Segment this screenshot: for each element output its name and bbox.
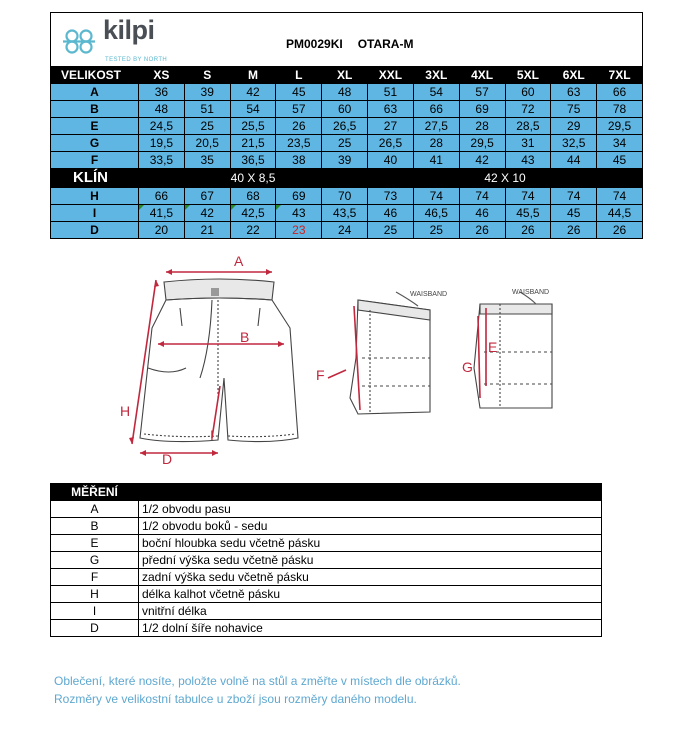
size-row-d	[51, 222, 643, 239]
measurement-row-f	[51, 569, 602, 586]
measurement-code: D	[51, 620, 139, 637]
measurement-row-a	[51, 501, 602, 518]
size-value-cell: 29,5	[459, 135, 505, 152]
size-value-cell: 46	[368, 205, 414, 222]
size-value-cell: 45	[551, 205, 597, 222]
product-title	[286, 36, 413, 52]
size-header-cell: 3XL	[413, 67, 459, 84]
klin-value-left: 40 X 8,5	[139, 169, 368, 188]
shorts-front-illustration	[140, 279, 298, 442]
diagram-label-h: H	[120, 403, 131, 419]
size-row-i	[51, 205, 643, 222]
size-value-cell: 25	[322, 135, 368, 152]
back-measure-lines	[328, 306, 360, 410]
measurement-code: F	[51, 569, 139, 586]
size-header-cell: S	[184, 67, 230, 84]
size-value-cell: 43	[505, 152, 551, 169]
measurement-row-i	[51, 603, 602, 620]
size-value-cell: 60	[505, 84, 551, 101]
size-value-cell: 74	[505, 188, 551, 205]
size-value-cell: 73	[368, 188, 414, 205]
size-value-cell: 42	[230, 84, 276, 101]
size-value-cell: 48	[139, 101, 185, 118]
size-value-cell: 78	[597, 101, 643, 118]
row-label: E	[51, 118, 139, 135]
size-value-cell: 69	[459, 101, 505, 118]
size-value-cell: 26	[276, 118, 322, 135]
footer-line-1: Oblečení, které nosíte, položte volně na stůl a změřte v místech dle obrázků.	[54, 674, 461, 688]
size-header-cell: L	[276, 67, 322, 84]
row-label: I	[51, 205, 139, 222]
size-value-cell: 29	[551, 118, 597, 135]
size-value-cell: 66	[413, 101, 459, 118]
size-value-cell: 68	[230, 188, 276, 205]
size-value-cell: 74	[459, 188, 505, 205]
size-value-cell: 45	[597, 152, 643, 169]
diagram-label-e: E	[488, 339, 498, 355]
size-value-cell: 45,5	[505, 205, 551, 222]
size-value-cell: 46	[459, 205, 505, 222]
size-value-cell: 26	[597, 222, 643, 239]
size-value-cell: 25	[368, 222, 414, 239]
size-value-cell: 28	[413, 135, 459, 152]
size-value-cell: 21,5	[230, 135, 276, 152]
klin-label: KLÍN	[51, 169, 139, 188]
size-value-cell: 25,5	[230, 118, 276, 135]
measurement-description: 1/2 obvodu boků - sedu	[139, 518, 602, 535]
size-value-cell: 20	[139, 222, 185, 239]
size-value-cell: 57	[459, 84, 505, 101]
size-value-cell: 41,5	[139, 205, 185, 222]
back-rise-illustration	[350, 292, 430, 414]
measurement-description: vnitřní délka	[139, 603, 602, 620]
measurement-legend-rows	[51, 501, 602, 637]
size-value-cell: 28,5	[505, 118, 551, 135]
row-label: G	[51, 135, 139, 152]
row-label: B	[51, 101, 139, 118]
footer-note	[54, 672, 461, 708]
measurement-description: přední výška sedu včetně pásku	[139, 552, 602, 569]
size-value-cell: 19,5	[139, 135, 185, 152]
size-value-cell: 27,5	[413, 118, 459, 135]
size-value-cell: 29,5	[597, 118, 643, 135]
size-value-cell: 74	[413, 188, 459, 205]
size-row-e	[51, 118, 643, 135]
size-header-cell: XS	[139, 67, 185, 84]
measurement-row-b	[51, 518, 602, 535]
measurement-code: B	[51, 518, 139, 535]
size-value-cell: 39	[184, 84, 230, 101]
size-row-h	[51, 188, 643, 205]
size-value-cell: 40	[368, 152, 414, 169]
size-value-cell: 44	[551, 152, 597, 169]
measurement-row-h	[51, 586, 602, 603]
size-row-a	[51, 84, 643, 101]
size-value-cell: 69	[276, 188, 322, 205]
size-value-cell: 45	[276, 84, 322, 101]
measurement-code: E	[51, 535, 139, 552]
measurement-code: G	[51, 552, 139, 569]
size-value-cell: 74	[551, 188, 597, 205]
measurement-legend-table	[50, 483, 602, 637]
product-code: PM0029KI	[286, 37, 343, 51]
size-value-cell: 21	[184, 222, 230, 239]
measurement-description: zadní výška sedu včetně pásku	[139, 569, 602, 586]
size-value-cell: 42	[184, 205, 230, 222]
size-value-cell: 63	[368, 101, 414, 118]
size-value-cell: 23	[276, 222, 322, 239]
size-value-cell: 26	[551, 222, 597, 239]
measurement-legend-header	[51, 484, 602, 501]
measurement-diagram	[100, 248, 580, 468]
size-header-cell: 4XL	[459, 67, 505, 84]
size-value-cell: 25	[413, 222, 459, 239]
size-header-cell: 6XL	[551, 67, 597, 84]
size-row-b	[51, 101, 643, 118]
size-value-cell: 28	[459, 118, 505, 135]
brand-name: kilpi	[103, 15, 155, 45]
size-value-cell: 20,5	[184, 135, 230, 152]
size-value-cell: 41	[413, 152, 459, 169]
size-value-cell: 43	[276, 205, 322, 222]
diagram-label-f: F	[316, 367, 325, 383]
size-value-cell: 22	[230, 222, 276, 239]
measurement-description: boční hloubka sedu včetně pásku	[139, 535, 602, 552]
diagram-label-g: G	[462, 359, 473, 375]
size-value-cell: 43,5	[322, 205, 368, 222]
row-label: A	[51, 84, 139, 101]
measurement-legend-title: MĚŘENÍ	[51, 484, 139, 501]
measurement-code: A	[51, 501, 139, 518]
size-row-f	[51, 152, 643, 169]
brand-tagline: TESTED BY NORTH	[105, 57, 168, 63]
size-value-cell: 67	[184, 188, 230, 205]
size-value-cell: 27	[368, 118, 414, 135]
size-header-cell: XXL	[368, 67, 414, 84]
size-header-label: VELIKOST	[51, 67, 139, 84]
row-label: F	[51, 152, 139, 169]
size-value-cell: 66	[139, 188, 185, 205]
size-value-cell: 66	[597, 84, 643, 101]
size-value-cell: 70	[322, 188, 368, 205]
diagram-label-b: B	[240, 329, 250, 345]
size-value-cell: 51	[184, 101, 230, 118]
size-table	[50, 12, 643, 239]
size-value-cell: 36,5	[230, 152, 276, 169]
size-value-cell: 42,5	[230, 205, 276, 222]
waistband-label-right: WAISBAND	[512, 289, 550, 296]
product-name: OTARA-M	[357, 37, 414, 51]
size-value-cell: 24	[322, 222, 368, 239]
size-value-cell: 38	[276, 152, 322, 169]
size-header-cell: 7XL	[597, 67, 643, 84]
size-value-cell: 74	[597, 188, 643, 205]
size-value-cell: 51	[368, 84, 414, 101]
klin-row	[51, 169, 643, 188]
size-value-cell: 60	[322, 101, 368, 118]
diagram-label-i: I	[210, 427, 214, 443]
size-value-cell: 26,5	[368, 135, 414, 152]
size-header-cell: XL	[322, 67, 368, 84]
size-rows-bottom	[51, 188, 643, 239]
measurement-code: I	[51, 603, 139, 620]
size-value-cell: 25	[184, 118, 230, 135]
measurement-legend-header-blank	[139, 484, 602, 501]
measurement-row-g	[51, 552, 602, 569]
measurement-description: 1/2 obvodu pasu	[139, 501, 602, 518]
size-value-cell: 24,5	[139, 118, 185, 135]
measurement-row-e	[51, 535, 602, 552]
klin-value-right: 42 X 10	[368, 169, 643, 188]
size-value-cell: 72	[505, 101, 551, 118]
size-value-cell: 26	[505, 222, 551, 239]
row-label: H	[51, 188, 139, 205]
size-value-cell: 42	[459, 152, 505, 169]
size-value-cell: 48	[322, 84, 368, 101]
waistband-label-left: WAISBAND	[410, 291, 448, 298]
size-value-cell: 31	[505, 135, 551, 152]
size-header-cell: M	[230, 67, 276, 84]
measurement-description: délka kalhot včetně pásku	[139, 586, 602, 603]
size-value-cell: 63	[551, 84, 597, 101]
size-value-cell: 35	[184, 152, 230, 169]
size-value-cell: 54	[413, 84, 459, 101]
size-value-cell: 39	[322, 152, 368, 169]
size-value-cell: 54	[230, 101, 276, 118]
measurement-description: 1/2 dolní šíře nohavice	[139, 620, 602, 637]
size-value-cell: 32,5	[551, 135, 597, 152]
row-label: D	[51, 222, 139, 239]
size-value-cell: 44,5	[597, 205, 643, 222]
size-row-g	[51, 135, 643, 152]
size-value-cell: 33,5	[139, 152, 185, 169]
brand-header	[51, 13, 643, 67]
size-rows-top	[51, 84, 643, 169]
size-value-cell: 26	[459, 222, 505, 239]
brand-header-row	[51, 13, 643, 67]
size-value-cell: 26,5	[322, 118, 368, 135]
size-header-cell: 5XL	[505, 67, 551, 84]
measurement-row-d	[51, 620, 602, 637]
size-value-cell: 75	[551, 101, 597, 118]
footer-line-2: Rozměry ve velikostní tabulce u zboží jsou rozměry daného modelu.	[54, 692, 417, 706]
size-value-cell: 36	[139, 84, 185, 101]
size-value-cell: 23,5	[276, 135, 322, 152]
size-value-cell: 57	[276, 101, 322, 118]
size-value-cell: 46,5	[413, 205, 459, 222]
kilpi-logo	[61, 15, 181, 63]
size-value-cell: 34	[597, 135, 643, 152]
diagram-label-d: D	[162, 451, 173, 467]
size-header-row	[51, 67, 643, 84]
kilpi-knot-icon	[61, 25, 97, 57]
diagram-label-a: A	[234, 253, 244, 269]
measurement-code: H	[51, 586, 139, 603]
